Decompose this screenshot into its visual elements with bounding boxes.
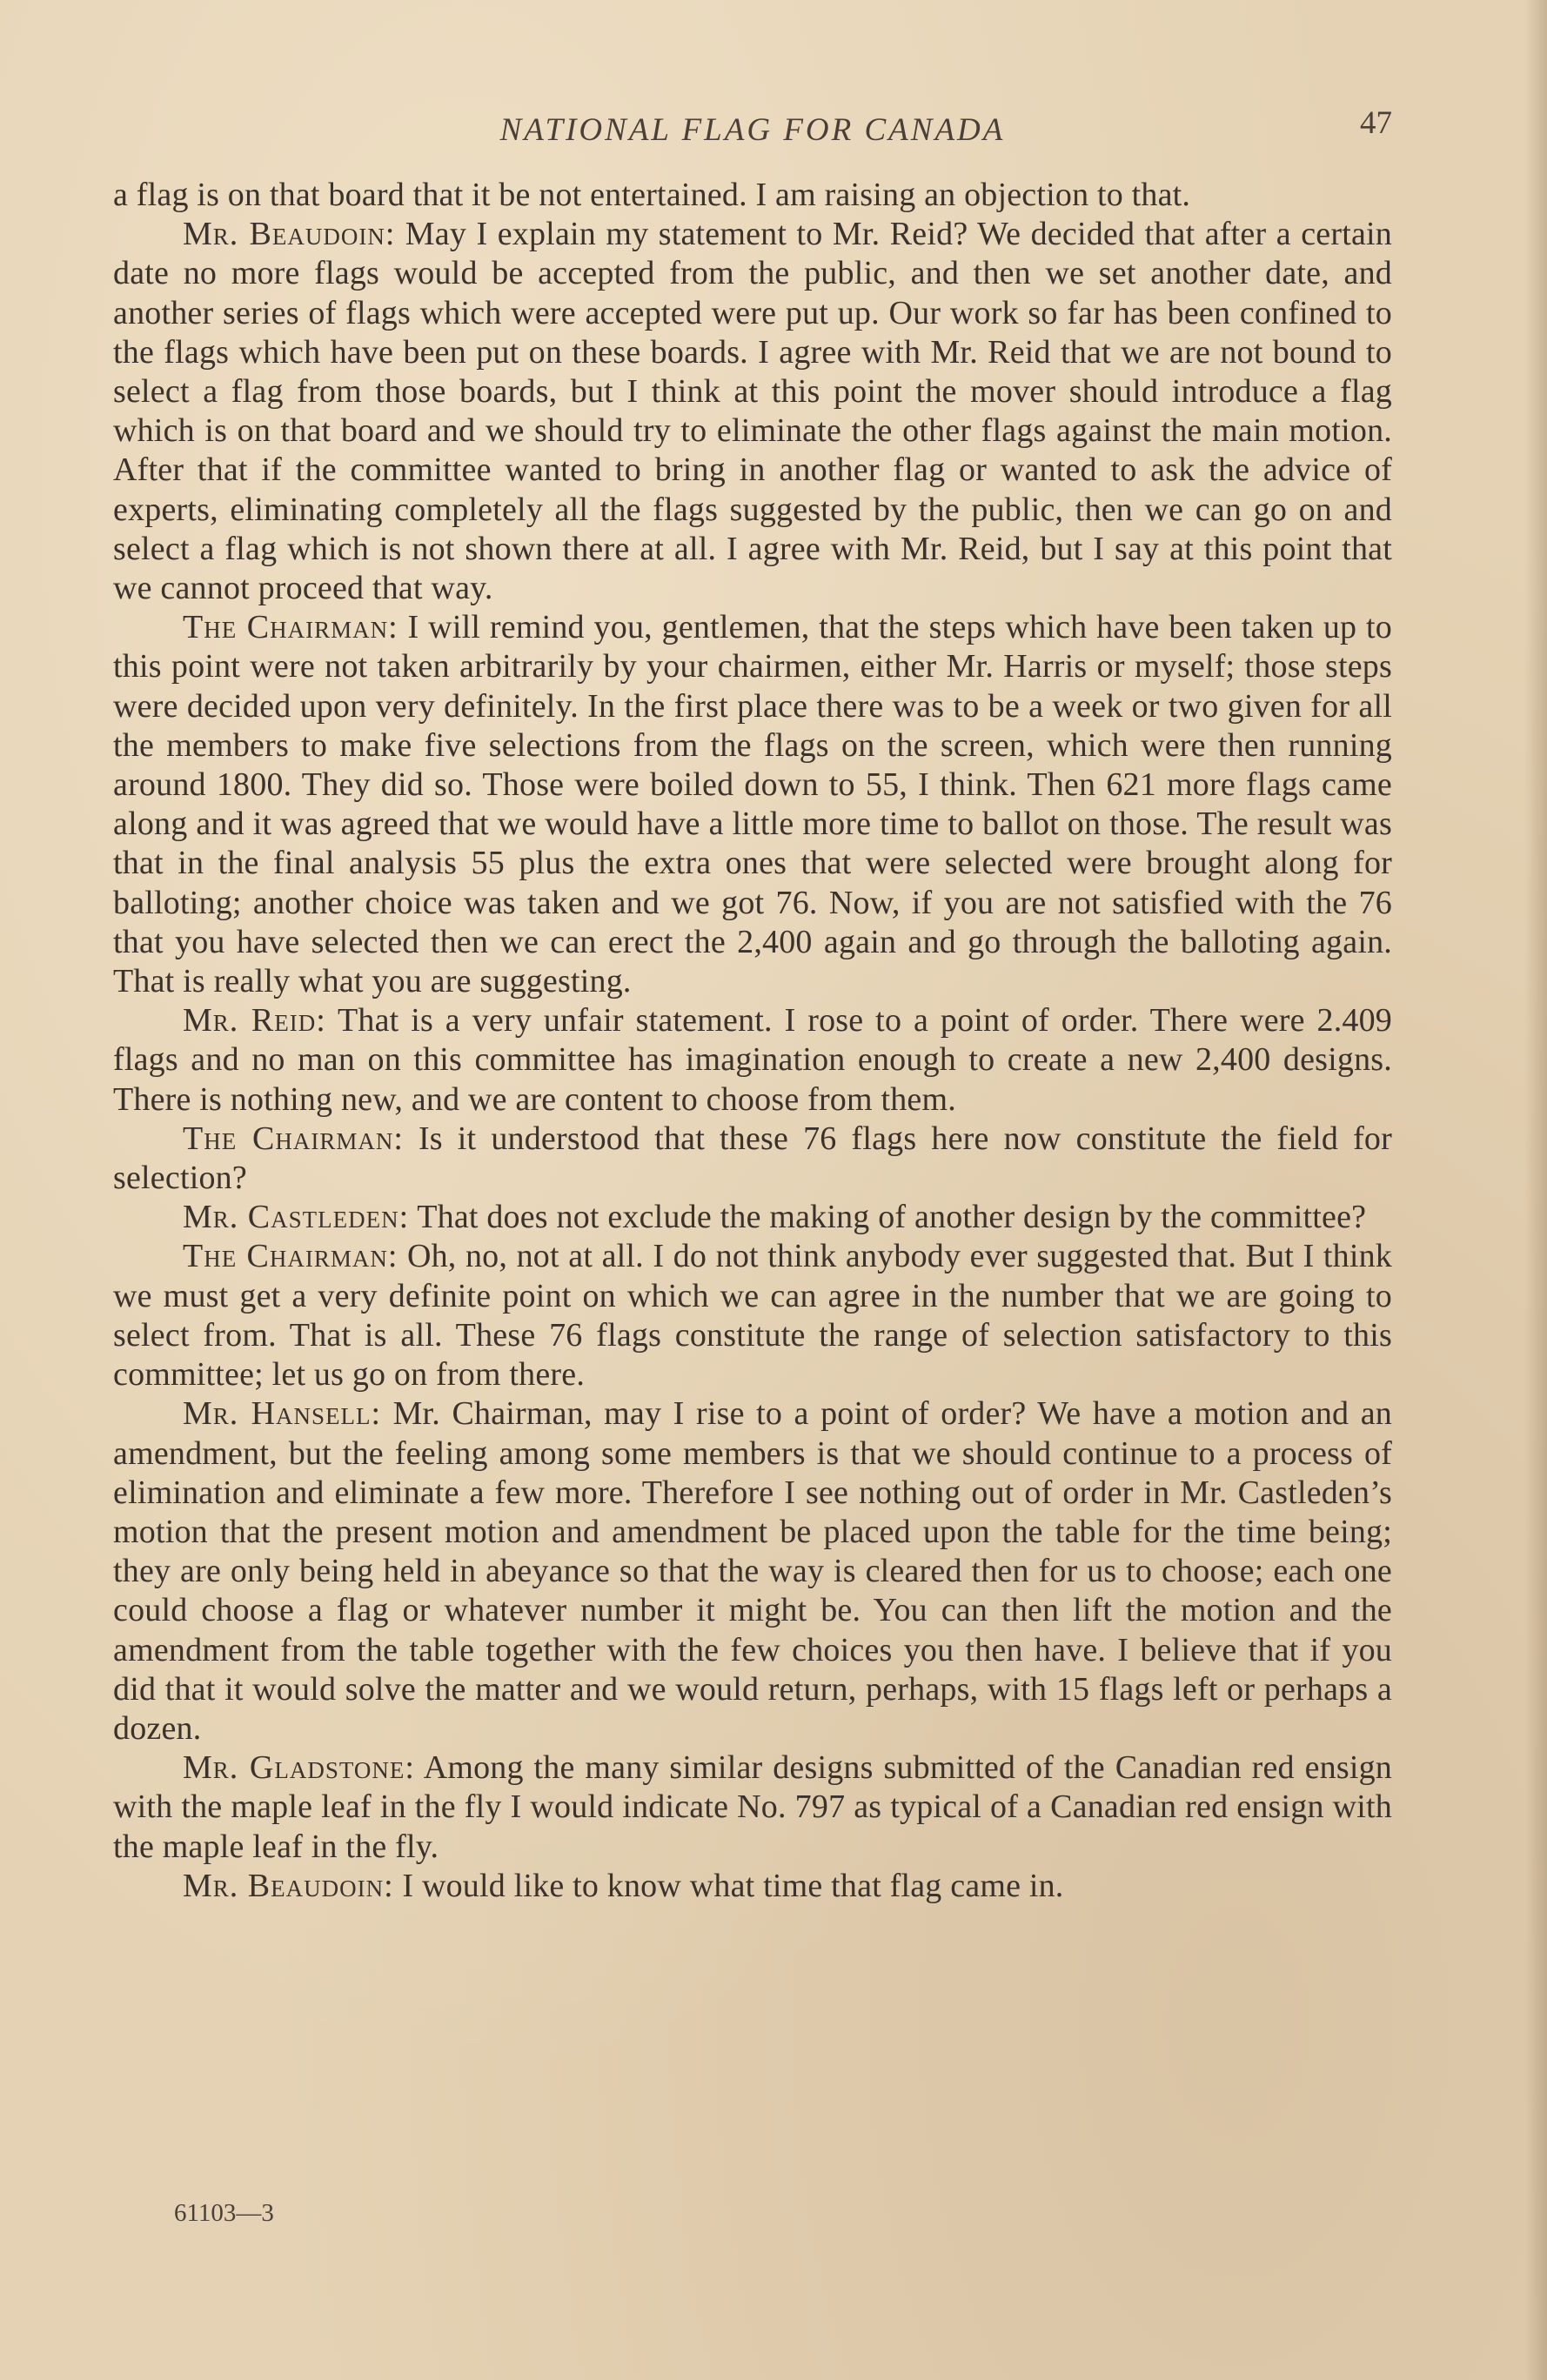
speaker-name: Mr. Gladstone: bbox=[183, 1749, 415, 1787]
paragraph-text: That does not exclude the making of another design by the committee? bbox=[417, 1199, 1367, 1236]
paragraph-text: I would like to know what time that flag came in. bbox=[402, 1867, 1064, 1904]
speaker-name: Mr. Beaudoin: bbox=[183, 1867, 394, 1904]
running-head bbox=[113, 104, 1392, 157]
speaker-name: The Chairman: bbox=[183, 609, 398, 646]
page-number: 47 bbox=[1360, 105, 1392, 141]
speaker-name: Mr. Hansell: bbox=[183, 1395, 382, 1433]
speaker-name: The Chairman: bbox=[183, 1120, 404, 1157]
paragraph-gladstone bbox=[113, 1748, 1392, 1867]
page-edge-shadow bbox=[1524, 0, 1547, 2380]
paragraph-beaudoin bbox=[113, 215, 1392, 608]
paragraph-text: Is it understood that these 76 flags here now constitute the field for selection? bbox=[113, 1120, 1392, 1197]
speaker-name: Mr. Beaudoin: bbox=[183, 216, 396, 253]
paragraph-text: Among the many similar designs submitted of the Canadian red ensign with the maple leaf in the fly I would indicate No. 797 as typical of a Canadian red ensign with the maple leaf in the fly. bbox=[113, 1749, 1392, 1865]
body-text bbox=[113, 176, 1392, 1906]
paragraph-castleden bbox=[113, 1198, 1392, 1237]
paragraph-text: May I explain my statement to Mr. Reid? We decided that after a certain date no more flags would be accepted from the public, and then we set another date, and another series of flags which were accepted were put up. Our work so far has been confined to the flags which have been put on these boards. I agree with Mr. Reid that we are not bound to select a flag from those boards, but I think at this point the mover should introduce a flag which is on that board and we should try to eliminate the other flags against the main motion. After that if the committee wanted to bring in another flag or wanted to ask the advice of experts, eliminating completely all the flags suggested by the public, then we can go on and select a flag which is not shown there at all. I agree with Mr. Reid, but I say at this point that we cannot proceed that way. bbox=[113, 216, 1392, 607]
speaker-name: Mr. Reid: bbox=[183, 1002, 326, 1040]
paragraph-text: Oh, no, not at all. I do not think anybody ever suggested that. But I think we must get a very definite point on which we can agree in the number that we are going to select from. That is all. These 76 flags constitute the range of selection satisfactory to this committee; let us go on from there. bbox=[113, 1238, 1393, 1394]
paragraph-text: a flag is on that board that it be not entertained. I am raising an objection to that. bbox=[113, 177, 1191, 213]
running-title: NATIONAL FLAG FOR CANADA bbox=[499, 112, 1006, 148]
paragraph-text: I will remind you, gentlemen, that the steps which have been taken up to this point were not taken arbitrarily by your chairmen, either Mr. Harris or myself; those steps were decided upon very definitely. In the first place there was to be a week or two given for all the members to make five selections from the flags on the screen, which were then running around 1800. They did so. Those were boiled down to 55, I think. Then 621 more flags came along and it was agreed that we would have a little more time to ballot on those. The result was that in the final analysis 55 plus the extra ones that were selected were brought along for balloting; another choice was taken and we got 76. Now, if you are not satisfied with the 76 that you have selected then we can erect the 2,400 again and go through the balloting again. That is really what you are suggesting. bbox=[113, 609, 1393, 1000]
paragraph-continuation bbox=[113, 176, 1392, 215]
signature-mark: 61103—3 bbox=[174, 2199, 274, 2227]
paragraph-hansell bbox=[113, 1394, 1392, 1748]
paragraph-text: Mr. Chairman, may I rise to a point of order? We have a motion and an amendment, but the feeling among some members is that we should continue to a process of elimination and eliminate a few more. Therefore I see nothing out of order in Mr. Castleden’s motion that the present motion and amendment be placed upon the table for the time being; they are only being held in abeyance so that the way is cleared then for us to choose; each one could choose a flag or whatever number it might be. You can then lift the motion and the amendment from the table together with the few choices you then have. I believe that if you did that it would solve the matter and we would return, perhaps, with 15 flags left or perhaps a dozen. bbox=[113, 1395, 1392, 1747]
speaker-name: The Chairman: bbox=[183, 1238, 398, 1275]
paragraph-chairman bbox=[113, 1120, 1392, 1198]
paragraph-chairman bbox=[113, 608, 1392, 1001]
speaker-name: Mr. Castleden: bbox=[183, 1199, 410, 1236]
paragraph-chairman bbox=[113, 1237, 1392, 1394]
paragraph-text: That is a very unfair statement. I rose to a point of order. There were 2.409 flags and no man on this committee has imagination enough to create a new 2,400 designs. There is nothing new, and we are content to choose from them. bbox=[113, 1002, 1393, 1118]
paragraph-beaudoin bbox=[113, 1867, 1392, 1906]
paragraph-reid bbox=[113, 1001, 1392, 1120]
